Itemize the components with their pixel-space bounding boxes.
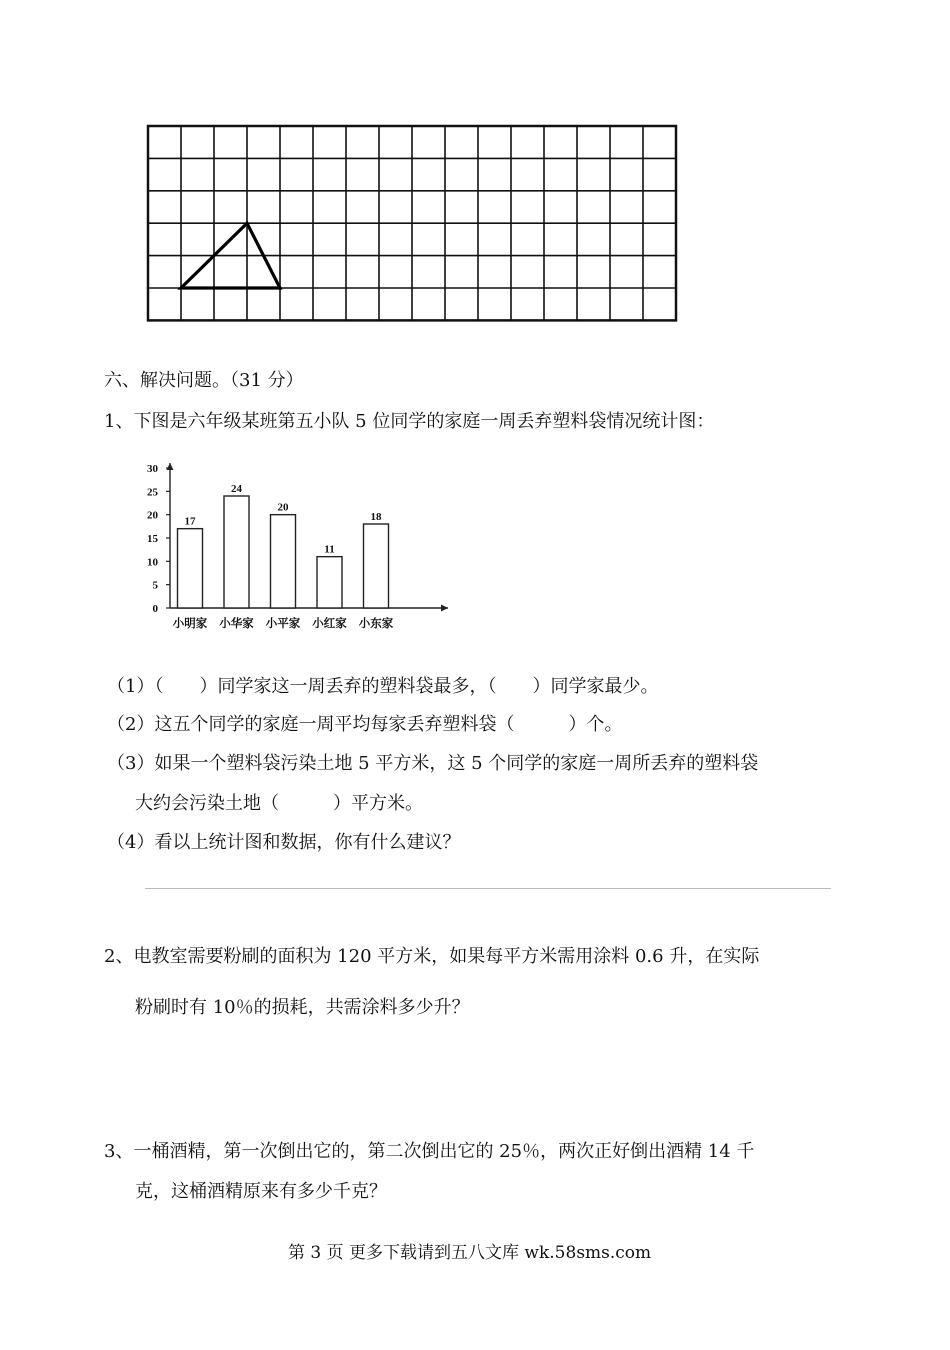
category-label: 小东家 (358, 616, 394, 630)
category-label: 小明家 (172, 616, 208, 630)
y-tick-label: 10 (147, 556, 158, 569)
grid-svg (146, 124, 680, 324)
x-axis-arrow (441, 605, 448, 612)
question-1-sub-2: （2）这五个同学的家庭一周平均每家丢弃塑料袋（ ）个。 (107, 714, 623, 735)
question-3-line-2: 克，这桶酒精原来有多少千克？ (135, 1181, 387, 1202)
question-1-sub-4: （4）看以上统计图和数据，你有什么建议？ (107, 832, 461, 853)
bar-value-label: 24 (231, 483, 242, 495)
y-tick-label: 5 (152, 579, 158, 592)
question-1-stem: 1、下图是六年级某班第五小队 5 位同学的家庭一周丢弃塑料袋情况统计图： (104, 411, 715, 432)
bar (317, 557, 342, 608)
answer-line (145, 888, 831, 889)
question-2-line-1: 2、电教室需要粉刷的面积为 120 平方米，如果每平方米需用涂料 0.6 升，在实际 (104, 946, 760, 967)
y-tick-label: 0 (152, 603, 158, 615)
question-2-line-2: 粉刷时有 10％的损耗，共需涂料多少升？ (135, 997, 470, 1018)
bar-chart (130, 452, 460, 646)
question-1-sub-3-line-1: （3）如果一个塑料袋污染土地 5 平方米，这 5 个同学的家庭一周所丢弃的塑料袋 (107, 753, 759, 774)
y-tick-label: 20 (147, 509, 158, 522)
bar (364, 524, 389, 608)
question-3-line-1: 3、一桶酒精，第一次倒出它的，第二次倒出它的 25％，两次正好倒出酒精 14 千 (104, 1141, 755, 1162)
bar (178, 529, 203, 608)
y-axis-arrow (167, 463, 174, 470)
y-tick-label: 30 (147, 463, 158, 475)
bar-value-label: 11 (324, 543, 335, 556)
category-label: 小红家 (312, 616, 347, 630)
bar-value-label: 20 (277, 501, 289, 514)
section-heading: 六、解决问题。（31 分） (104, 370, 304, 391)
question-1-sub-3-line-2: 大约会污染土地（ ）平方米。 (135, 793, 423, 814)
page-footer: 第 3 页 更多下载请到五八文库 wk.58sms.com (288, 1243, 652, 1263)
chart-svg (130, 452, 460, 642)
y-tick-label: 15 (147, 533, 158, 545)
bar (271, 515, 296, 608)
category-label: 小华家 (219, 616, 254, 630)
bar-value-label: 17 (184, 515, 196, 528)
bar-value-label: 18 (370, 511, 382, 523)
category-label: 小平家 (265, 616, 301, 630)
y-tick-label: 25 (147, 486, 158, 499)
question-1-sub-1: （1）（ ）同学家这一周丢弃的塑料袋最多，（ ）同学家最少。 (107, 676, 659, 697)
grid-figure (146, 124, 680, 328)
bar (224, 496, 249, 608)
